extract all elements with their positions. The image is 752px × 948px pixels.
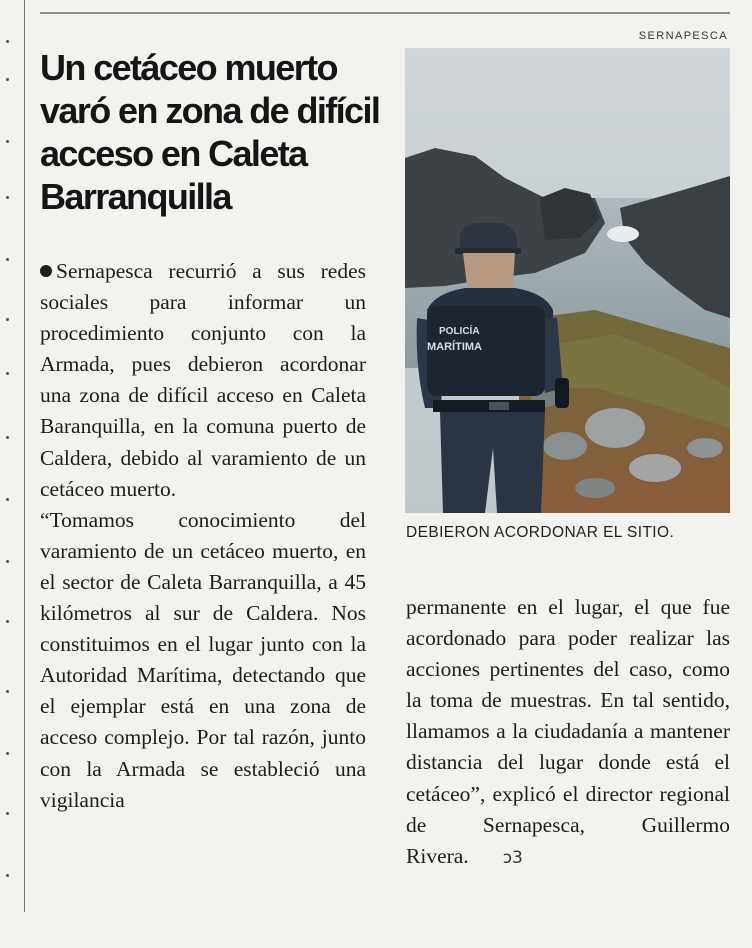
article-headline: Un cetáceo muerto varó en zona de difícil acceso en Caleta Barranquilla [40, 47, 380, 217]
vest-label-line2: MARÍTIMA [427, 341, 482, 353]
article-column-left [40, 256, 366, 816]
quote-paragraph-part2 [406, 592, 730, 874]
photo-caption: DEBIERON ACORDONAR EL SITIO. [406, 524, 675, 541]
lead-text: Sernapesca recurrió a sus redes sociales para informar un procedimiento conjunto con la Armada, pues debieron acordonar una zona de difícil acceso en Caleta Baranquilla, en la comuna puerto de Caldera, debido al varamiento de un cetáceo muerto. [40, 259, 366, 501]
left-gutter-marks [0, 0, 16, 948]
top-rule [40, 12, 730, 14]
quote-text-continued: permanente en el lugar, el que fue acordonado para poder realizar las acciones pertinentes del caso, como la toma de muestras. En tal sentido, llamamos a la ciudadanía a mantener distancia del lugar donde está el cetáceo”, explicó el director regional de Sernapesca, Guillermo Rivera. [406, 595, 730, 868]
bullet-icon [40, 265, 52, 277]
quote-paragraph-part1: “Tomamos conocimiento del varamiento de un cetáceo muerto, en el sector de Caleta Barranquilla, a 45 kilómetros al sur de Caldera. Nos constituimos en el lugar junto con la Autoridad Marítima, detectando que el ejemplar está en una zona de acceso complejo. Por tal razón, junto con la Armada se estableció una vigilancia [40, 507, 366, 812]
end-mark-icon: ↄ3 [502, 847, 523, 868]
lead-paragraph [40, 256, 366, 505]
vest-label-line1: POLICÍA [439, 326, 480, 337]
article-photo [405, 48, 730, 513]
column-divider [24, 0, 25, 912]
photo-credit: SERNAPESCA [638, 30, 728, 42]
article-column-right [406, 592, 730, 874]
